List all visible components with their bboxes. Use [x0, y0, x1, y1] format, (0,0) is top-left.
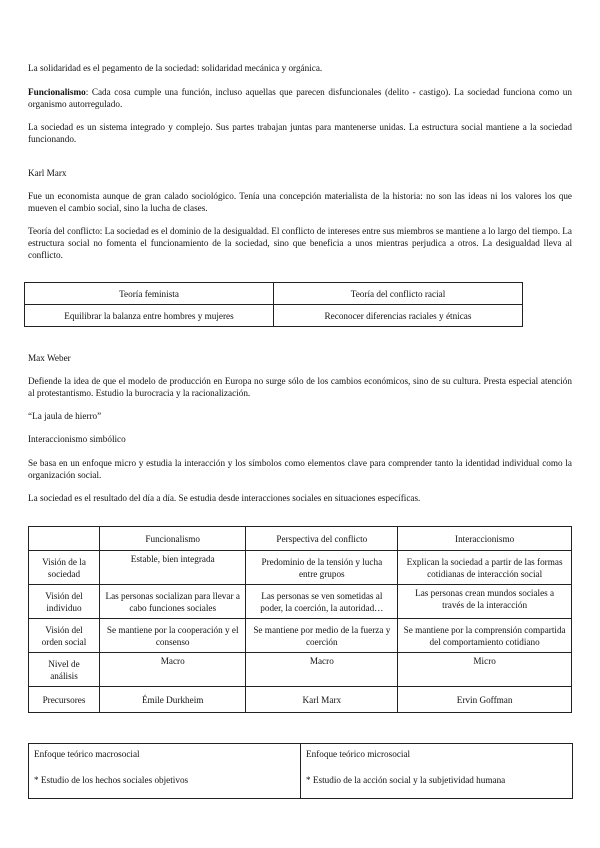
macro-focus-title: Enfoque teórico macrosocial — [34, 749, 140, 759]
row-label: Visión del individuo — [29, 585, 100, 619]
paragraph-teoria-conflicto: Teoría del conflicto: La sociedad es el dominio de la desigualdad. El conflicto de intereses entre sus miembros se mantiene a lo largo del tiempo. La estructura social no fomenta el funcionamiento de la sociedad, sino que beneficia a unos mientras perjudica a otros. La desigualdad lleva al conflicto. — [28, 226, 572, 261]
row-label: Nivel de análisis — [29, 653, 100, 687]
table-cell: Macro — [100, 653, 246, 687]
table-cell: Se mantiene por la cooperación y el consenso — [100, 619, 246, 653]
table-row — [29, 653, 572, 687]
paragraph-marx-bio: Fue un economista aunque de gran calado sociológico. Tenía una concepción materialista de la historia: no son las ideas ni los valores los que mueven el cambio social, sino la lucha de clases. — [28, 191, 572, 214]
row-label: Visión del orden social — [29, 619, 100, 653]
micro-focus-title: Enfoque teórico microsocial — [306, 749, 411, 759]
table-row — [29, 551, 572, 585]
table-cell: Estable, bien integrada — [100, 551, 246, 585]
table-row — [29, 619, 572, 653]
table-cell: Reconocer diferencias raciales y étnicas — [274, 305, 523, 327]
table-header-cell: Perspectiva del conflicto — [246, 527, 398, 551]
heading-max-weber: Max Weber — [28, 353, 71, 363]
table-header-cell — [29, 527, 100, 551]
heading-interaccionismo: Interaccionismo simbólico — [28, 434, 126, 444]
paragraph-sistema: La sociedad es un sistema integrado y complejo. Sus partes trabajan juntas para mantenerse unidas. La estructura social mantiene a la sociedad funcionando. — [28, 122, 572, 145]
table-cell: Las personas socializan para llevar a cabo funciones sociales — [100, 585, 246, 619]
table-cell: Se mantiene por la comprensión compartida del comportamiento cotidiano — [398, 619, 572, 653]
table-row — [25, 305, 523, 327]
table-header-cell: Funcionalismo — [100, 527, 246, 551]
paragraph-interaccionismo: Se basa en un enfoque micro y estudia la interacción y los símbolos como elementos clave para comprender tanto la identidad individual como la organización social. — [28, 458, 572, 481]
table-row — [25, 283, 523, 305]
paragraph-solidaridad: La solidaridad es el pegamento de la sociedad: solidaridad mecánica y orgánica. — [28, 63, 323, 73]
row-label: Precursores — [29, 687, 100, 713]
funcionalismo-definition: : Cada cosa cumple una función, incluso aquellas que parecen disfuncionales (delito - castigo). La sociedad funciona como un organismo autorregulado. — [28, 87, 572, 110]
table-cell: Émile Durkheim — [100, 687, 246, 713]
table-cell: Karl Marx — [246, 687, 398, 713]
paragraph-funcionalismo — [28, 86, 572, 110]
table-cell: Macro — [246, 653, 398, 687]
table-cell: Las personas crean mundos sociales a través de la interacción — [398, 585, 572, 619]
table-row — [29, 585, 572, 619]
macro-focus-cell — [29, 744, 301, 799]
table-cell: Ervin Goffman — [398, 687, 572, 713]
row-label: Visión de la sociedad — [29, 551, 100, 585]
heading-karl-marx: Karl Marx — [28, 168, 67, 178]
table-cell: Equilibrar la balanza entre hombres y mujeres — [25, 305, 274, 327]
table-header-cell: Teoría feminista — [25, 283, 274, 305]
table-cell: Las personas se ven sometidas al poder, la coerción, la autoridad… — [246, 585, 398, 619]
focus-table — [28, 743, 573, 799]
term-funcionalismo: Funcionalismo — [28, 87, 86, 97]
paragraph-dia-a-dia: La sociedad es el resultado del día a día. Se estudia desde interacciones sociales en situaciones específicas. — [28, 493, 421, 503]
table-row — [29, 687, 572, 713]
table-header-cell: Interaccionismo — [398, 527, 572, 551]
comparison-table — [28, 526, 572, 713]
table-cell: Se mantiene por medio de la fuerza y coerción — [246, 619, 398, 653]
table-row — [29, 744, 573, 799]
paragraph-jaula-hierro: “La jaula de hierro” — [28, 411, 102, 421]
table-cell: Micro — [398, 653, 572, 687]
table-row — [29, 527, 572, 551]
table-cell: Predominio de la tensión y lucha entre grupos — [246, 551, 398, 585]
macro-focus-item: * Estudio de los hechos sociales objetivos — [34, 775, 189, 785]
table-cell: Explican la sociedad a partir de las formas cotidianas de interacción social — [398, 551, 572, 585]
paragraph-weber-bio: Defiende la idea de que el modelo de producción en Europa no surge sólo de los cambios económicos, sino de su cultura. Presta especial atención al protestantismo. Estudio la burocracia y la racionalización. — [28, 376, 572, 399]
micro-focus-item: * Estudio de la acción social y la subjetividad humana — [306, 775, 506, 785]
micro-focus-cell — [301, 744, 573, 799]
theories-table — [24, 282, 523, 327]
table-header-cell: Teoría del conflicto racial — [274, 283, 523, 305]
